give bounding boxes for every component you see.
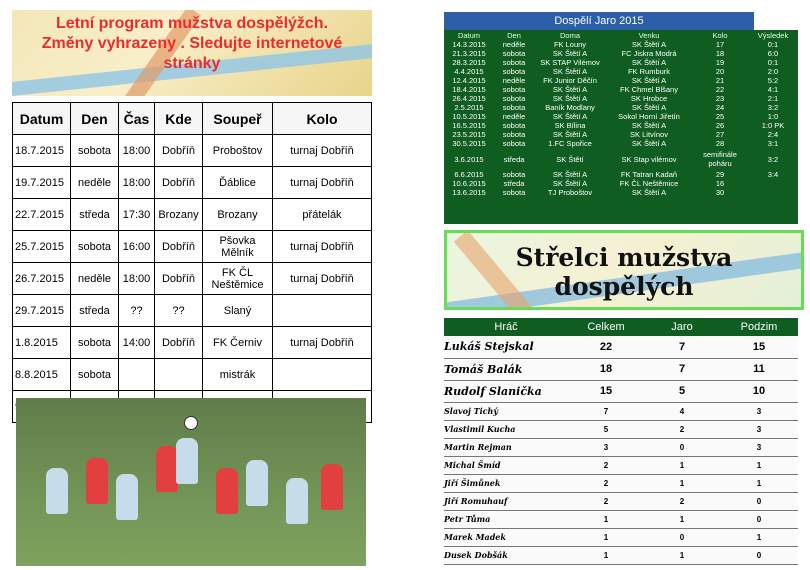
result-row-cell: 21 [715, 76, 725, 85]
schedule-row-cell: turnaj Dobříň [273, 167, 372, 199]
result-row-cell: 1:0 [767, 112, 779, 121]
schedule-row-cell: FK Černiv [203, 327, 273, 359]
scorer-row-cell: Dusek Dobšák [444, 546, 568, 564]
schedule-row [13, 327, 372, 359]
scorer-row-cell: Petr Tůma [444, 510, 568, 528]
sc-header-spring: Jaro [644, 318, 720, 336]
schedule-row-cell: 22.7.2015 [13, 199, 71, 231]
schedule-row-cell: 19.7.2015 [13, 167, 71, 199]
result-row-cell: SK Štětí A [552, 67, 588, 76]
schedule-row-cell: sobota [71, 231, 119, 263]
result-row-cell: 14.3.2015 [452, 40, 486, 49]
schedule-row-cell: ?? [119, 295, 155, 327]
scorer-row-cell: Lukáš Stejskal [444, 336, 568, 358]
scorer-row-cell: 7 [568, 402, 644, 420]
schedule-row-cell: 26.7.2015 [13, 263, 71, 295]
schedule-row-cell: mistrák [203, 359, 273, 391]
scorer-row-cell: 3 [720, 438, 798, 456]
result-row-cell: SK Štětí A [631, 188, 667, 197]
schedule-row-cell: 18:00 [119, 135, 155, 167]
result-row-cell: neděle [502, 76, 526, 85]
result-row-cell: 10.6.2015 [452, 179, 486, 188]
result-row-cell: 23.5.2015 [452, 130, 486, 139]
result-row-cell: sobota [502, 139, 526, 148]
scorer-row-cell: 7 [644, 336, 720, 358]
result-row [444, 85, 798, 94]
result-row [444, 103, 798, 112]
result-row-cell: 0:1 [767, 58, 779, 67]
result-row-cell: SK STAP Vilémov [540, 58, 600, 67]
scorers-title: Střelci mužstva dospělých [515, 243, 733, 301]
result-row-cell: 30 [715, 188, 725, 197]
result-row-cell: 3.6.2015 [454, 154, 484, 164]
schedule-row-cell: přátelák [273, 199, 372, 231]
result-row-cell: SK Štětí A [552, 170, 588, 179]
result-row-cell: SK Štětí A [631, 103, 667, 112]
result-row-cell: SK Štětí A [631, 139, 667, 148]
result-row [444, 170, 798, 179]
scorer-row-cell: 10 [720, 380, 798, 402]
result-row-cell: semifinále poháru [703, 150, 737, 168]
scorers-banner [444, 230, 804, 310]
result-row [444, 112, 798, 121]
result-row-cell: sobota [502, 170, 526, 179]
scorer-row-cell: Slavoj Tichý [444, 402, 568, 420]
scorer-row-cell: 11 [720, 358, 798, 380]
result-row-cell: 2:0 [767, 67, 779, 76]
schedule-row-cell: 25.7.2015 [13, 231, 71, 263]
scorer-row-cell: 2 [644, 420, 720, 438]
result-row-cell: 26 [715, 121, 725, 130]
result-row-cell: středa [503, 179, 525, 188]
result-row-cell: 21.3.2015 [452, 49, 486, 58]
result-row [444, 188, 798, 197]
schedule-row-cell: 8.8.2015 [13, 359, 71, 391]
result-row-cell: 3:1 [767, 139, 779, 148]
result-row [444, 67, 798, 76]
result-row-cell: FK Chmel Blšany [620, 85, 678, 94]
result-row [444, 94, 798, 103]
schedule-row [13, 263, 372, 295]
sc-header-total: Celkem [568, 318, 644, 336]
result-row-cell: 28 [715, 139, 725, 148]
result-row-cell: 13.6.2015 [452, 188, 486, 197]
schedule-row [13, 231, 372, 263]
schedule-row-cell: sobota [71, 359, 119, 391]
scorer-row-cell: 2 [568, 474, 644, 492]
scorer-row-cell: 0 [720, 546, 798, 564]
result-row [444, 121, 798, 130]
result-row-cell: 16.5.2015 [452, 121, 486, 130]
scorer-row-cell: 15 [568, 380, 644, 402]
result-row-cell: SK Bílina [554, 121, 586, 130]
result-row-cell: 5:2 [767, 76, 779, 85]
schedule-banner-text [12, 14, 372, 74]
spring-results-table [444, 30, 798, 197]
result-row-cell: sobota [502, 103, 526, 112]
result-row-cell: sobota [502, 58, 526, 67]
result-row-cell: 3:2 [767, 103, 779, 112]
scorer-row-cell: 2 [568, 492, 644, 510]
scorer-row-cell: 15 [720, 336, 798, 358]
schedule-row-cell: Dobříň [155, 263, 203, 295]
schedule-row-cell: středa [71, 295, 119, 327]
result-row-cell: 4:1 [767, 85, 779, 94]
scorer-row [444, 358, 798, 380]
schedule-row-cell: 14:00 [119, 327, 155, 359]
result-row-cell [748, 179, 798, 188]
col-header-time: Čas [119, 103, 155, 135]
schedule-row-cell: Brozany [155, 199, 203, 231]
result-row-cell: 26.4.2015 [452, 94, 486, 103]
schedule-row-cell: sobota [71, 135, 119, 167]
col-header-opponent: Soupeř [203, 103, 273, 135]
result-row-cell: neděle [502, 112, 526, 121]
schedule-banner [12, 10, 372, 96]
result-row-cell: 18.4.2015 [452, 85, 486, 94]
res-header-round: Kolo [712, 30, 728, 40]
result-row-cell: FK Junior Děčín [543, 76, 597, 85]
results-title: Dospělí Jaro 2015 [444, 12, 754, 30]
scorer-row-cell: Jiří Romuhauf [444, 492, 568, 510]
schedule-row [13, 295, 372, 327]
result-row-cell: SK Štětí A [552, 49, 588, 58]
result-row-cell: SK Stap vilémov [621, 154, 677, 164]
scorer-row-cell: Jiří Šimůnek [444, 474, 568, 492]
schedule-row [13, 167, 372, 199]
result-row-cell: 28.3.2015 [452, 58, 486, 67]
scorer-row-cell: 1 [644, 546, 720, 564]
result-row-cell: sobota [502, 85, 526, 94]
scorer-row-cell: Vlastimil Kucha [444, 420, 568, 438]
schedule-row-cell: Dobříň [155, 231, 203, 263]
scorer-row-cell: 0 [644, 438, 720, 456]
scorer-row-cell: 0 [720, 510, 798, 528]
scorer-row-cell: 1 [720, 474, 798, 492]
schedule-row-cell [273, 359, 372, 391]
sc-header-autumn: Podzim [720, 318, 798, 336]
scorer-row [444, 510, 798, 528]
result-row-cell: 3:4 [767, 170, 779, 179]
schedule-row-cell: 18.7.2015 [13, 135, 71, 167]
schedule-row-cell: Proboštov [203, 135, 273, 167]
result-row-cell: SK Štětí A [552, 130, 588, 139]
scorer-row [444, 420, 798, 438]
scorer-row-cell: 3 [720, 402, 798, 420]
scorer-row [444, 492, 798, 510]
scorer-row-cell: Martin Rejman [444, 438, 568, 456]
scorer-row-cell: 5 [644, 380, 720, 402]
schedule-row-cell [273, 295, 372, 327]
scorer-row-cell: 22 [568, 336, 644, 358]
match-photo [16, 398, 366, 566]
schedule-row-cell: Ďáblice [203, 167, 273, 199]
result-row-cell: 2:4 [767, 130, 779, 139]
scorer-row [444, 402, 798, 420]
schedule-row-cell: neděle [71, 263, 119, 295]
sc-header-player: Hráč [444, 318, 568, 336]
result-row-cell: sobota [502, 67, 526, 76]
ball-icon [184, 416, 198, 430]
col-header-where: Kde [155, 103, 203, 135]
result-row-cell: neděle [502, 40, 526, 49]
result-row-cell: 3:2 [767, 154, 779, 164]
schedule-row-cell: turnaj Dobříň [273, 135, 372, 167]
result-row [444, 179, 798, 188]
result-row-cell: Baník Modlany [545, 103, 595, 112]
schedule-row-cell: Dobříň [155, 135, 203, 167]
schedule-row-cell [119, 359, 155, 391]
scorer-row-cell: 1 [644, 510, 720, 528]
result-row-cell: FK Louny [553, 40, 587, 49]
schedule-row-cell: 18:00 [119, 263, 155, 295]
result-row [444, 49, 798, 58]
result-row-cell: SK Štětí A [552, 179, 588, 188]
scorer-row [444, 336, 798, 358]
result-row-cell: 2.5.2015 [454, 103, 484, 112]
result-row-cell: SK Štětí A [631, 40, 667, 49]
result-row-cell: FC Jiskra Modrá [621, 49, 677, 58]
result-row-cell: sobota [502, 121, 526, 130]
result-row-cell: středa [503, 154, 525, 164]
col-header-date: Datum [13, 103, 71, 135]
scorer-row [444, 456, 798, 474]
result-row-cell: SK Štětí A [552, 85, 588, 94]
result-row-cell: SK Štětí A [552, 94, 588, 103]
result-row-cell [748, 188, 798, 197]
schedule-row [13, 199, 372, 231]
result-row-cell: 22 [715, 85, 725, 94]
scorer-row [444, 546, 798, 564]
result-row [444, 40, 798, 49]
schedule-row-cell: 18:00 [119, 167, 155, 199]
result-row-cell: FK Rumburk [627, 67, 671, 76]
result-row-cell: SK Štětí [556, 154, 584, 164]
result-row-cell: 19 [715, 58, 725, 67]
result-row [444, 139, 798, 148]
scorer-row-cell: 2 [568, 456, 644, 474]
result-row-cell: SK Štětí A [631, 121, 667, 130]
result-row-cell: 1.FC Spořice [548, 139, 592, 148]
scorer-row-cell: 3 [720, 420, 798, 438]
schedule-row [13, 135, 372, 167]
result-row-cell: SK Hrobce [630, 94, 668, 103]
scorers-table [444, 318, 798, 565]
result-row-cell: 27 [715, 130, 725, 139]
scorer-row-cell: 0 [644, 528, 720, 546]
schedule-row [13, 359, 372, 391]
schedule-row-cell: Dobříň [155, 327, 203, 359]
result-row-cell: sobota [502, 94, 526, 103]
schedule-row-cell [155, 359, 203, 391]
scorer-row-cell: 1 [568, 546, 644, 564]
scorer-row-cell: Rudolf Slanička [444, 380, 568, 402]
schedule-row-cell: Dobříň [155, 167, 203, 199]
scorer-row [444, 474, 798, 492]
schedule-row-cell: Slaný [203, 295, 273, 327]
banner-line-1: Letní program mužstva dospělýžch. [55, 15, 329, 32]
result-row-cell: 18 [715, 49, 725, 58]
result-row-cell: SK Štětí A [631, 58, 667, 67]
result-row [444, 148, 798, 170]
result-row-cell: 2:1 [767, 94, 779, 103]
col-header-day: Den [71, 103, 119, 135]
result-row-cell: 6.6.2015 [454, 170, 484, 179]
scorer-row-cell: 3 [568, 438, 644, 456]
result-row-cell: SK Štětí A [631, 76, 667, 85]
result-row-cell: 4.4.2015 [454, 67, 484, 76]
result-row-cell: SK Štětí A [552, 112, 588, 121]
schedule-row-cell: Pšovka Mělník [203, 231, 273, 263]
scorer-row-cell: 0 [720, 492, 798, 510]
result-row-cell: Sokol Horní Jiřetín [618, 112, 680, 121]
result-row-cell: 23 [715, 94, 725, 103]
schedule-row-cell: turnaj Dobříň [273, 327, 372, 359]
result-row-cell: 29 [715, 170, 725, 179]
result-row-cell: TJ Proboštov [547, 188, 593, 197]
scorer-row-cell: Marek Madek [444, 528, 568, 546]
result-row-cell: sobota [502, 130, 526, 139]
scorer-row-cell: 7 [644, 358, 720, 380]
result-row-cell: SK Litvínov [630, 130, 668, 139]
schedule-row-cell: Brozany [203, 199, 273, 231]
result-row-cell: 20 [715, 67, 725, 76]
result-row-cell: FK Tatran Kadaň [620, 170, 678, 179]
schedule-row-cell: neděle [71, 167, 119, 199]
scorer-row-cell: Michal Šmíd [444, 456, 568, 474]
schedule-row-cell: 17:30 [119, 199, 155, 231]
scorer-row-cell: 1 [720, 528, 798, 546]
result-row-cell: 30.5.2015 [452, 139, 486, 148]
schedule-row-cell: sobota [71, 327, 119, 359]
scorer-row-cell: 1 [644, 474, 720, 492]
result-row [444, 130, 798, 139]
res-header-home: Doma [559, 30, 580, 40]
col-header-round: Kolo [273, 103, 372, 135]
scorer-row-cell: 1 [720, 456, 798, 474]
result-row-cell: 0:1 [767, 40, 779, 49]
res-header-away: Venku [638, 30, 660, 40]
result-row-cell: 24 [715, 103, 725, 112]
scorer-row [444, 438, 798, 456]
result-row-cell: 12.4.2015 [452, 76, 486, 85]
schedule-row-cell: 16:00 [119, 231, 155, 263]
result-row-cell: 17 [715, 40, 725, 49]
summer-schedule-panel [12, 10, 372, 566]
schedule-row-cell: turnaj Dobříň [273, 263, 372, 295]
result-row [444, 58, 798, 67]
res-header-score: Výsledek [757, 30, 789, 40]
scorer-row-cell: 5 [568, 420, 644, 438]
schedule-row-cell: 29.7.2015 [13, 295, 71, 327]
scorer-row-cell: 1 [568, 510, 644, 528]
schedule-row-cell: středa [71, 199, 119, 231]
scorer-row-cell: 4 [644, 402, 720, 420]
scorer-row [444, 528, 798, 546]
scorer-row [444, 380, 798, 402]
scorer-row-cell: 1 [568, 528, 644, 546]
schedule-row-cell: ?? [155, 295, 203, 327]
result-row-cell: FK ČL Neštěmice [619, 179, 679, 188]
summer-schedule-table [12, 102, 372, 423]
schedule-row-cell: 1.8.2015 [13, 327, 71, 359]
result-row-cell: sobota [502, 49, 526, 58]
result-row-cell: 10.5.2015 [452, 112, 486, 121]
result-row-cell: 25 [715, 112, 725, 121]
res-header-day: Den [507, 30, 521, 40]
scorer-row-cell: 18 [568, 358, 644, 380]
schedule-row-cell: FK ČL Neštěmice [203, 263, 273, 295]
scorer-row-cell: 1 [644, 456, 720, 474]
scorer-row-cell: Tomáš Balák [444, 358, 568, 380]
result-row-cell: sobota [502, 188, 526, 197]
banner-line-2: Změny vyhrazeny . Sledujte internetové [41, 35, 343, 52]
schedule-row-cell: turnaj Dobříň [273, 231, 372, 263]
result-row [444, 76, 798, 85]
result-row-cell: 6:0 [767, 49, 779, 58]
result-row-cell: 1:0 PK [761, 121, 785, 130]
result-row-cell: 16 [715, 179, 725, 188]
res-header-date: Datum [457, 30, 481, 40]
scorer-row-cell: 2 [644, 492, 720, 510]
banner-line-3: stránky [163, 55, 221, 72]
